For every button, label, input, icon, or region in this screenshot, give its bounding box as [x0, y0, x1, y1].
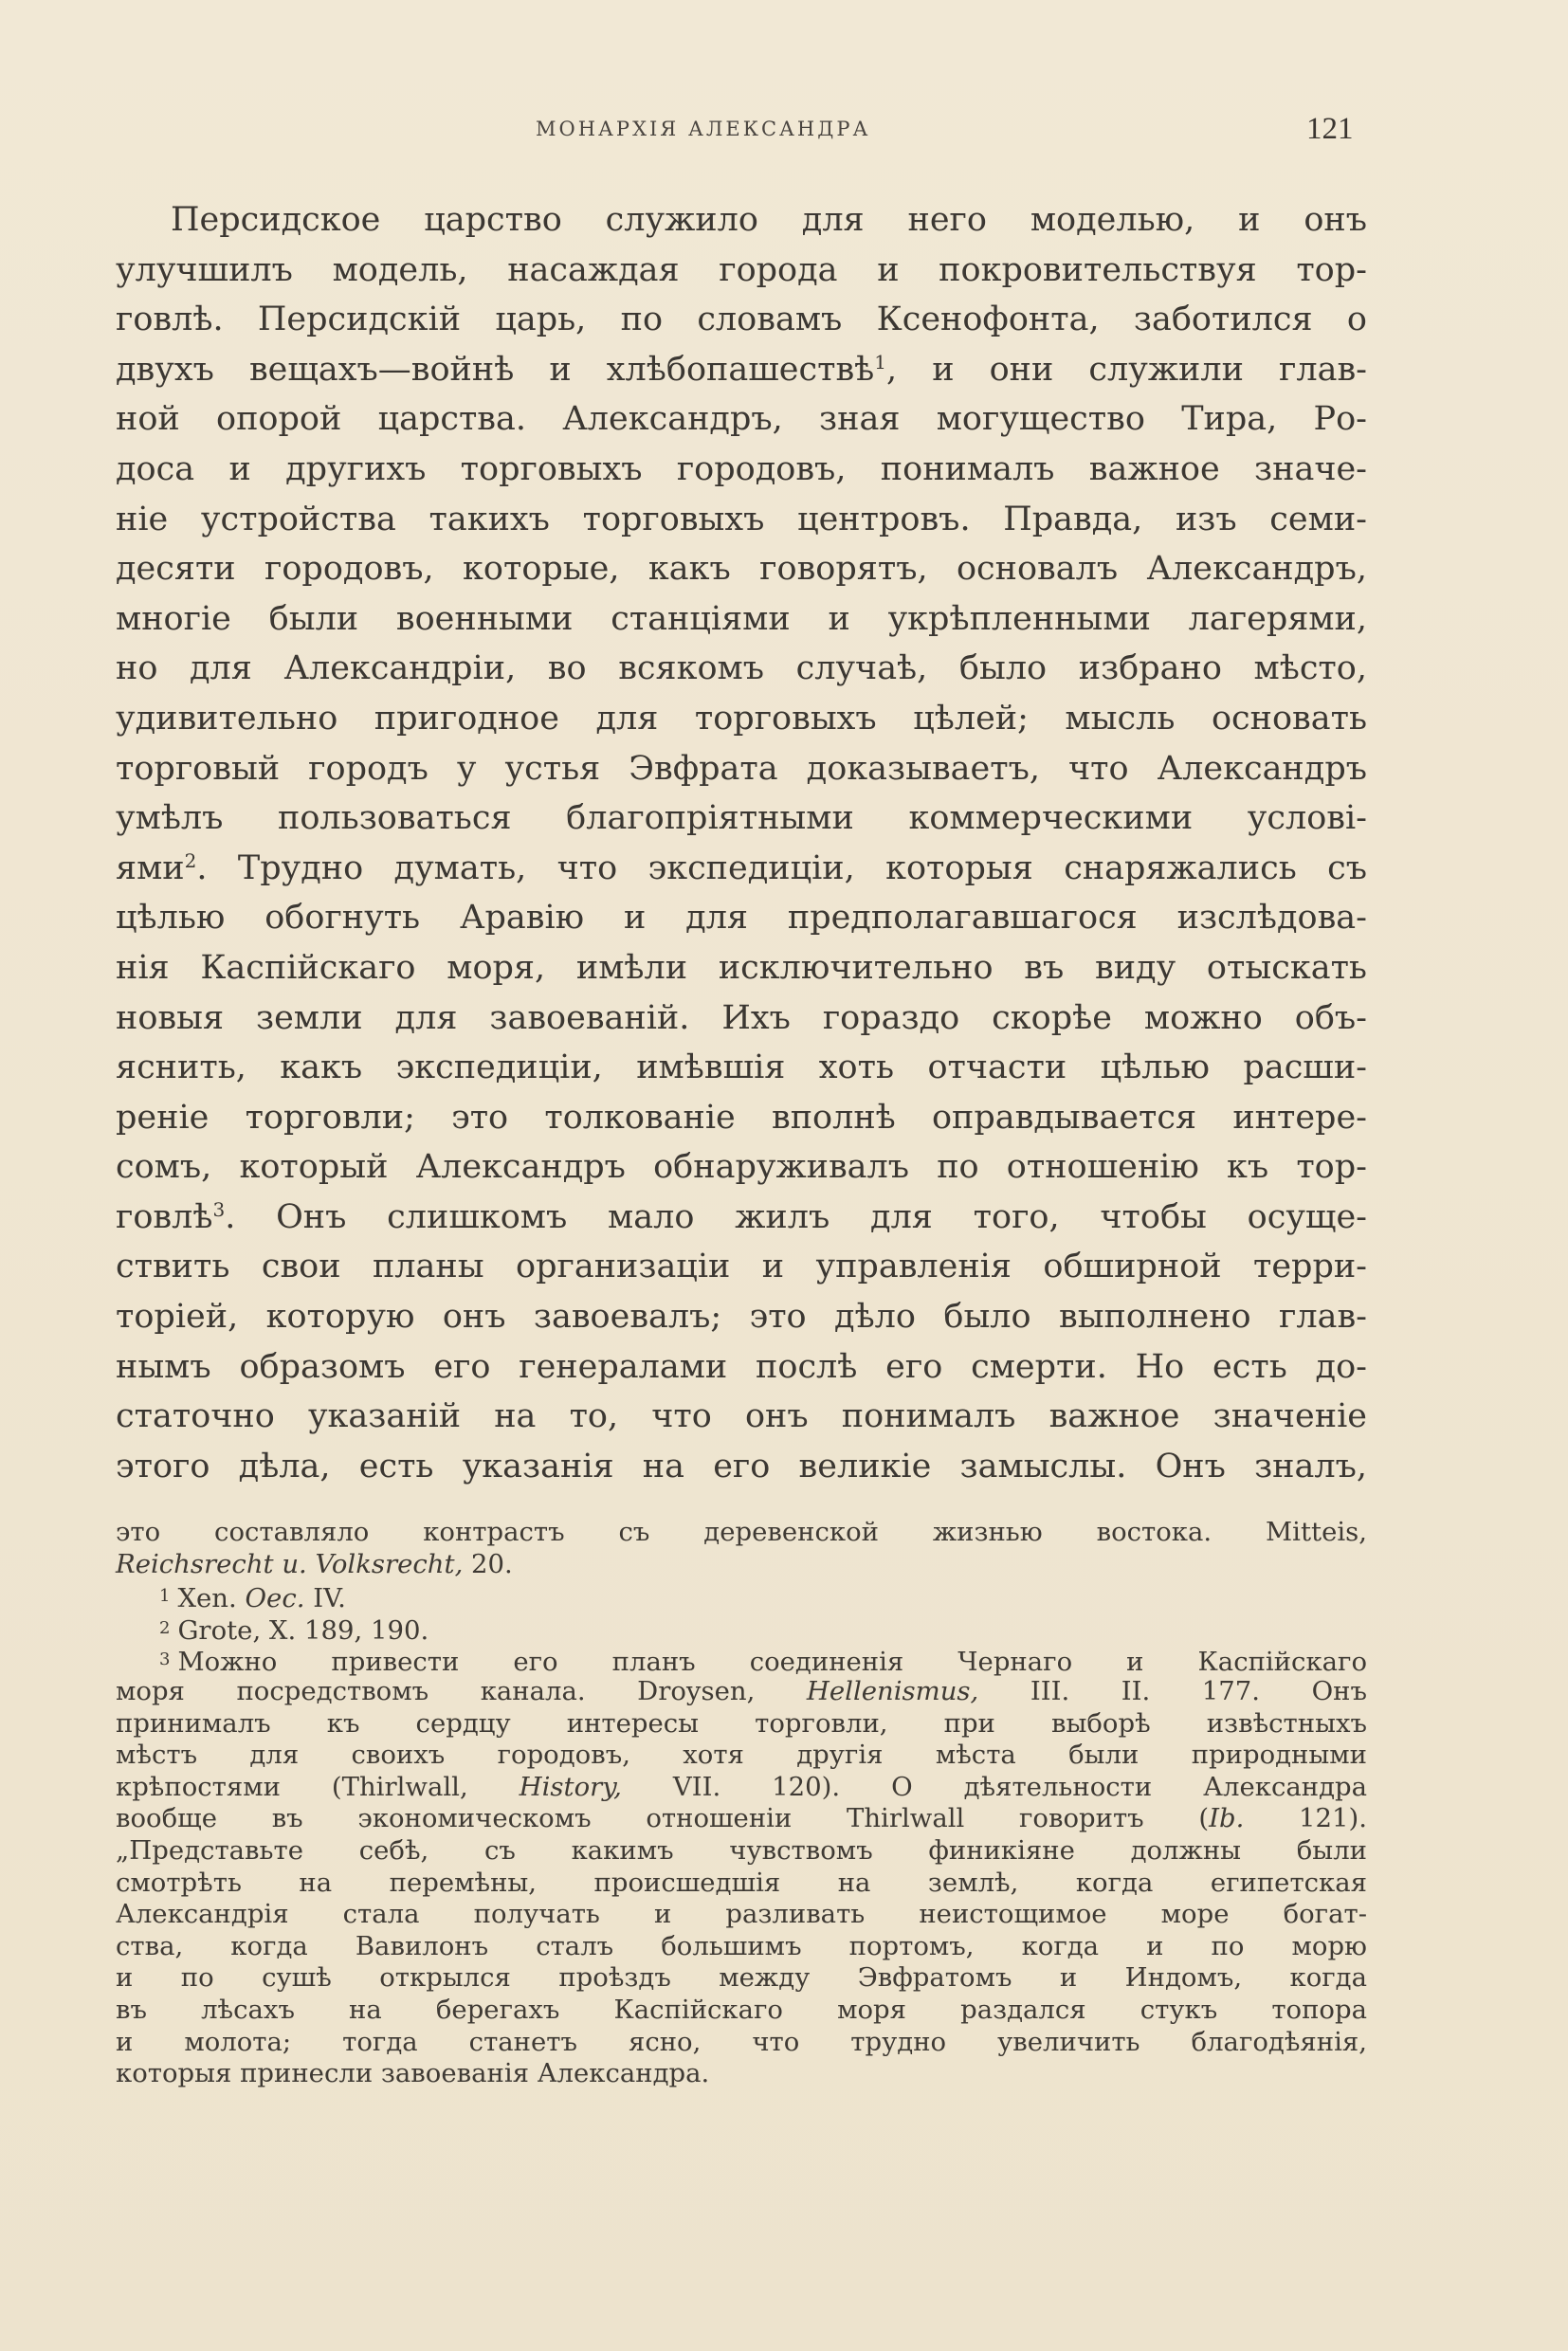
text-line: нія Каспійскаго моря, имѣли исключительно въ виду отыскать: [116, 948, 1367, 987]
text-line: многіе были военными станціями и укрѣпленными лагерями,: [116, 599, 1367, 638]
footnote-2: $^2$ Grote, X. 189, 190.: [159, 1614, 429, 1646]
text-line: статочно указаній на то, что онъ понималъ важное значеніе: [116, 1397, 1367, 1436]
text-line: цѣлью обогнуть Аравію и для предполагавшагося изслѣдова-: [116, 899, 1367, 938]
text-line: Персидское царство служило для него моделью, и онъ: [171, 201, 1367, 239]
footnote-line: смотрѣть на перемѣны, происшедшія на землѣ, когда египетская: [116, 1867, 1367, 1898]
text-line: двухъ вещахъ—войнѣ и хлѣбопашествѣ$^1$, и они служили глав-: [116, 350, 1367, 389]
footnote-mark: 2: [184, 848, 197, 872]
footnote-line: вообще въ экономическомъ отношеніи Thirlwall говоритъ (Ib. 121).: [116, 1803, 1367, 1834]
footnotes: [116, 1517, 1367, 2090]
text-line: новыя земли для завоеваній. Ихъ гораздо скорѣе можно объ-: [116, 998, 1367, 1037]
footnote-3: $^3$ Можно привести его планъ соединенія Чернаго и Каспійскаго: [159, 1647, 1367, 1678]
running-head: [0, 112, 1568, 150]
text-line: доса и другихъ торговыхъ городовъ, понималъ важное значе-: [116, 449, 1367, 488]
footnote-marker: 2: [159, 1617, 171, 1638]
footnote-line: моря посредствомъ канала. Droysen, Hellenismus, III. II. 177. Онъ: [116, 1675, 1367, 1706]
text-line: удивительно пригодное для торговыхъ цѣлей; мысль основать: [116, 699, 1367, 738]
footnote-marker: 1: [159, 1586, 171, 1607]
page-number: 121: [1306, 112, 1354, 146]
footnote-line: крѣпостями (Thirlwall, History, VII. 120). О дѣятельности Александра: [116, 1771, 1367, 1802]
running-title: МОНАРХІЯ АЛЕКСАНДРА: [536, 118, 871, 140]
text-line: сомъ, который Александръ обнаруживалъ по отношенію къ тор-: [116, 1148, 1367, 1187]
text-line: яснить, какъ экспедиціи, имѣвшія хоть отчасти цѣлью расши-: [116, 1048, 1367, 1087]
text-line: умѣлъ пользоваться благопріятными коммерческими услові-: [116, 799, 1367, 838]
footnote-marker: 3: [159, 1649, 171, 1670]
text-line: этого дѣла, есть указанія на его великіе замыслы. Онъ зналъ,: [116, 1447, 1367, 1485]
text-line: ной опорой царства. Александръ, зная могущество Тира, Ро-: [116, 400, 1367, 439]
text-line: нымъ образомъ его генералами послѣ его смерти. Но есть до-: [116, 1347, 1367, 1386]
footnote-line: мѣстъ для своихъ городовъ, хотя другія мѣста были природными: [116, 1740, 1367, 1771]
footnote-mark: 3: [212, 1197, 226, 1221]
footnote-line: „Представьте себѣ, съ какимъ чувствомъ финикіяне должны были: [116, 1834, 1367, 1866]
main-text: [116, 195, 1367, 1491]
text-line: улучшилъ модель, насаждая города и покровительствуя тор-: [116, 250, 1367, 289]
footnote-1: $^1$ Xen. Oec. IV.: [159, 1583, 346, 1614]
footnote-continuation-line: это составляло контрастъ съ деревенской жизнью востока. Mitteis,: [116, 1517, 1367, 1547]
text-line: говлѣ. Персидскій царь, по словамъ Ксенофонта, заботился о: [116, 301, 1367, 339]
footnote-line: ства, когда Вавилонъ сталъ большимъ портомъ, когда и по морю: [116, 1930, 1367, 1961]
footnote-line: и по сушѣ открылся проѣздъ между Эвфратомъ и Индомъ, когда: [116, 1962, 1367, 1994]
text-line: торіей, которую онъ завоевалъ; это дѣло было выполнено глав-: [116, 1298, 1367, 1337]
text-line: но для Александріи, во всякомъ случаѣ, было избрано мѣсто,: [116, 649, 1367, 688]
text-line: реніе торговли; это толкованіе вполнѣ оправдывается интере-: [116, 1098, 1367, 1137]
footnote-line: которыя принесли завоеванія Александра.: [116, 2058, 710, 2089]
text-line: торговый городъ у устья Эвфрата доказываетъ, что Александръ: [116, 749, 1367, 788]
footnote-line: и молота; тогда станетъ ясно, что трудно увеличить благодѣянія,: [116, 2026, 1367, 2057]
text-line: десяти городовъ, которые, какъ говорятъ, основалъ Александръ,: [116, 550, 1367, 589]
footnote-line: въ лѣсахъ на берегахъ Каспійскаго моря раздался стукъ топора: [116, 1994, 1367, 2025]
text-line: ніе устройства такихъ торговыхъ центровъ. Правда, изъ семи-: [116, 500, 1367, 538]
text-line: ствить свои планы организаціи и управленія обширной терри-: [116, 1248, 1367, 1286]
footnote-continuation-line: Reichsrecht u. Volksrecht, 20.: [116, 1548, 513, 1579]
text-line: ями$^2$. Трудно думать, что экспедиціи, которыя снаряжались съ: [116, 848, 1367, 887]
footnote-line: принималъ къ сердцу интересы торговли, при выборѣ извѣстныхъ: [116, 1707, 1367, 1739]
footnote-line: Александрія стала получать и разливать неистощимое море богат-: [116, 1899, 1367, 1930]
footnote-mark: 1: [874, 350, 886, 374]
text-line: говлѣ$^3$. Онъ слишкомъ мало жилъ для того, чтобы осуще-: [116, 1197, 1367, 1236]
